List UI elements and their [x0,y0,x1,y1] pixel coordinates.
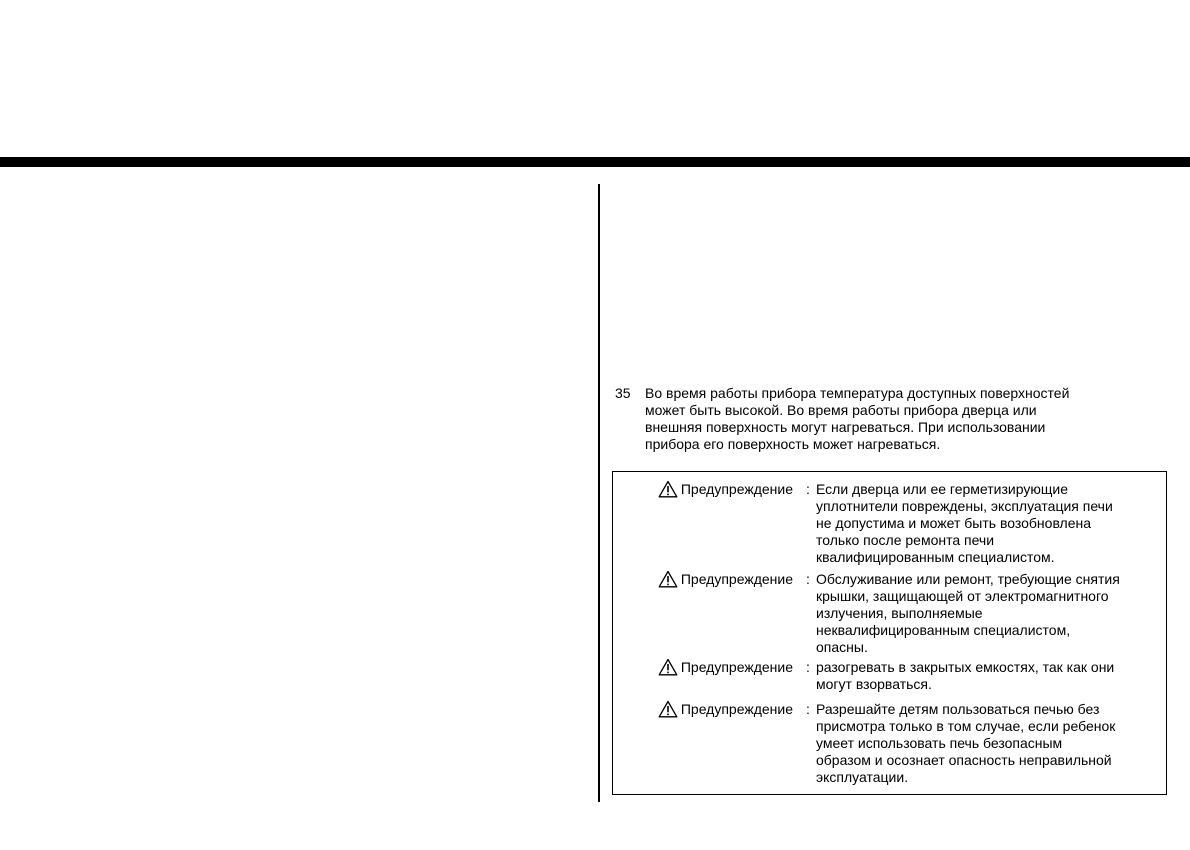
warning-text [816,571,1166,656]
item-line: может быть высокой. Во время работы прибора дверца или [645,402,1037,418]
warning-label [613,570,793,588]
warning-line: могут взорваться. [816,676,932,692]
warning-line: опасны. [816,639,868,655]
warning-line: разогревать в закрытых емкостях, так как они [816,659,1115,675]
warning-text [816,659,1166,693]
warning-line: эксплуатации. [816,769,909,785]
warning-line: неквалифицированным специалистом, [816,622,1071,638]
warning-label [613,700,793,718]
item-line: внешняя поверхность могут нагреваться. При использовании [645,419,1046,435]
warning-line: только после ремонта печи [816,532,995,548]
warning-colon: : [806,659,810,675]
warning-line: умеет использовать печь безопасным [816,735,1063,751]
warning-line: уплотнители повреждены, эксплуатация печи [816,498,1113,514]
item-line: Во время работы прибора температура доступных поверхностей [645,385,1070,401]
warning-line: квалифицированным специалистом. [816,549,1055,565]
warning-label-text: Предупреждение [680,700,793,717]
warning-colon: : [806,701,810,717]
item-text [645,385,1165,453]
item-number: 35 [615,385,631,401]
warning-label-text: Предупреждение [680,658,793,675]
warning-text [816,701,1166,786]
warning-colon: : [806,571,810,587]
warning-label-text: Предупреждение [680,480,793,497]
warning-line: Разрешайте детям пользоваться печью без [816,701,1100,717]
item-line: прибора его поверхность может нагреваться. [645,436,941,452]
warning-line: не допустима и может быть возобновлена [816,515,1092,531]
warning-line: образом и осознает опасность неправильной [816,752,1112,768]
warning-label [613,658,793,676]
warning-label-text: Предупреждение [680,570,793,587]
warning-triangle-icon [658,658,678,676]
header-rule [0,157,1190,167]
warning-line: присмотра только в том случае, если ребенок [816,718,1116,734]
warning-triangle-icon [658,480,678,498]
warning-line: излучения, выполняемые [816,605,983,621]
warning-line: Если дверца или ее герметизирующие [816,481,1068,497]
warning-line: Обслуживание или ремонт, требующие снятия [816,571,1120,587]
column-divider [598,184,600,802]
warning-label [613,480,793,498]
warning-triangle-icon [658,700,678,718]
warnings-box [612,471,1167,795]
warning-colon: : [806,481,810,497]
warning-line: крышки, защищающей от электромагнитного [816,588,1109,604]
warning-triangle-icon [658,570,678,588]
warning-text [816,481,1166,566]
